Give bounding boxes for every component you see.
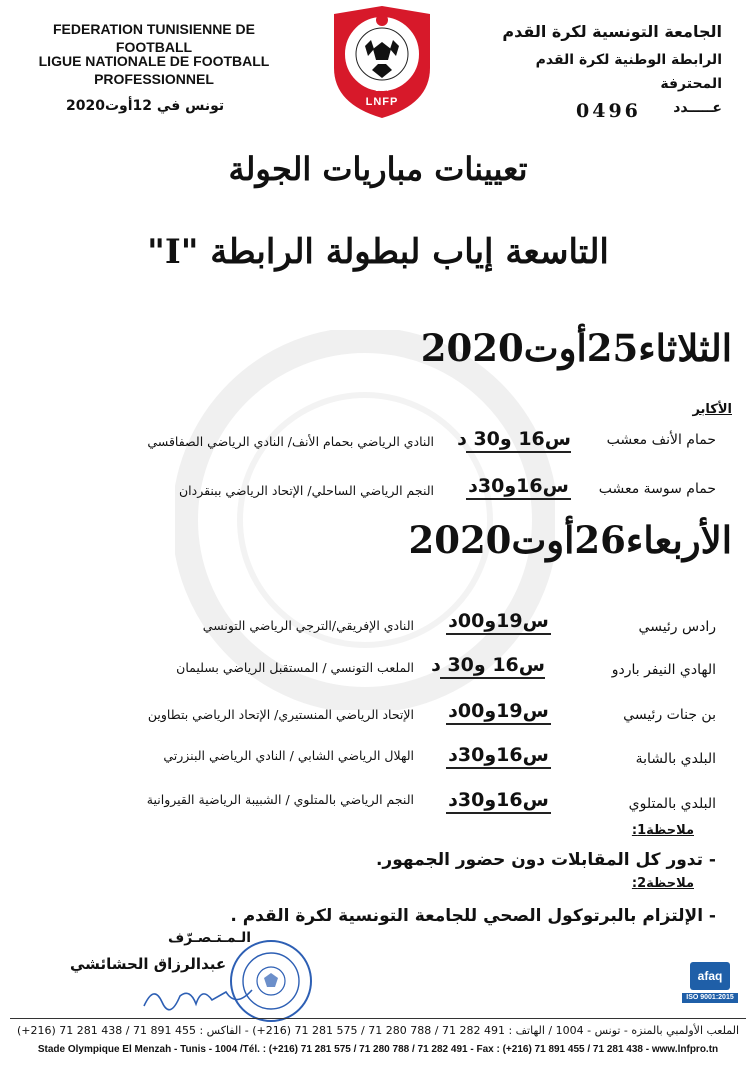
afaq-badge bbox=[682, 962, 738, 1008]
day2-match4-time: س16و30د bbox=[446, 744, 551, 769]
day2-match4-teams: الهلال الرياضي الشابي / النادي الرياضي البنزرتي bbox=[163, 748, 414, 763]
number-label: عـــــدد bbox=[673, 100, 722, 116]
document-number: 0496 bbox=[576, 100, 641, 122]
logo-text: LNFP bbox=[365, 96, 399, 108]
day1-match2-teams: النجم الرياضي الساحلي/ الإتحاد الرياضي ببنقردان bbox=[178, 483, 434, 498]
badge-name: afaq bbox=[697, 969, 723, 983]
header-issue-date: تونس في 12أوت2020 bbox=[66, 98, 225, 114]
day2-match2-teams: الملعب التونسي / المستقبل الرياضي بسليمان bbox=[176, 660, 414, 675]
day2-match4-venue: البلدي بالشابة bbox=[635, 751, 716, 767]
logo-year: 1994 bbox=[375, 87, 389, 93]
day2-match5-time: س16و30د bbox=[446, 789, 551, 814]
day2-match3-teams: الإتحاد الرياضي المنستيري/ الإتحاد الرياضي بتطاوين bbox=[147, 707, 414, 722]
day1-match2-time: س16و30د bbox=[466, 475, 571, 500]
note2-label: ملاحظة2: bbox=[631, 876, 694, 891]
title-line2: التاسعة إياب لبطولة الرابطة "I" bbox=[147, 232, 609, 272]
day2-match5-venue: البلدي بالمتلوي bbox=[628, 796, 716, 812]
footer-arabic: الملعب الأولمبي بالمنزه - تونس - 1004 / الهاتف : 491 282 71 / 788 280 71 / 575 281 71 (216+) - الفاكس : 455 891 71 / 438 281 71 (216+) bbox=[16, 1024, 740, 1037]
day1-match1-venue: حمام الأنف معشب bbox=[606, 432, 716, 448]
day2-match1-teams: النادي الإفريقي/الترجي الرياضي التونسي bbox=[202, 618, 414, 633]
category-label: الأكابر bbox=[692, 402, 732, 417]
day2-date: الأربعاء26أوت2020 bbox=[408, 518, 732, 562]
header-fr-line2: LIGUE NATIONALE DE FOOTBALL bbox=[38, 53, 270, 69]
day2-match5-teams: النجم الرياضي بالمتلوي / الشبيبة الرياضية القيروانية bbox=[146, 792, 414, 807]
header-ar-line2: الرابطة الوطنية لكرة القدم bbox=[535, 52, 722, 68]
note1-label: ملاحظة1: bbox=[631, 823, 694, 838]
day1-match1-time: س16 و30 د bbox=[466, 428, 571, 453]
day2-match3-time: س19و00د bbox=[446, 700, 551, 725]
header-fr-line1: FEDERATION TUNISIENNE DE FOOTBALL bbox=[53, 21, 255, 55]
badge-iso: ISO 9001:2015 bbox=[682, 993, 738, 1003]
footer-divider bbox=[10, 1018, 746, 1019]
lnfp-logo bbox=[330, 4, 434, 120]
note2-text: - الإلتزام بالبرتوكول الصحي للجامعة التونسية لكرة القدم . bbox=[230, 906, 716, 926]
title-line1: تعيينات مباريات الجولة bbox=[228, 150, 528, 188]
day2-match2-venue: الهادي النيفر باردو bbox=[611, 662, 716, 678]
day2-match3-venue: بن جنات رئيسي bbox=[623, 707, 716, 723]
day2-match2-time: س16 و30 د bbox=[440, 654, 545, 679]
footer-french: Stade Olympique El Menzah - Tunis - 1004 /Tél. : (+216) 71 281 575 / 71 280 788 / 71 282 491 - Fax : (+216) 71 891 455 / 71 281 438 - www.lnfpro.tn bbox=[37, 1044, 719, 1055]
day1-match1-teams: النادي الرياضي بحمام الأنف/ النادي الرياضي الصفاقسي bbox=[147, 434, 434, 449]
day2-match1-venue: رادس رئيسي bbox=[638, 619, 716, 635]
header-ar-line3: المحترفة bbox=[660, 76, 722, 92]
header-fr-line3: PROFESSIONNEL bbox=[94, 71, 214, 87]
header-ar-line1: الجامعة التونسية لكرة القدم bbox=[502, 22, 722, 41]
note1-text: - تدور كل المقابلات دون حضور الجمهور. bbox=[375, 850, 716, 870]
official-stamp bbox=[228, 938, 314, 1024]
signature-name: عبدالرزاق الحشائشي bbox=[70, 955, 227, 973]
day1-match2-venue: حمام سوسة معشب bbox=[598, 481, 716, 497]
day2-match1-time: س19و00د bbox=[446, 610, 551, 635]
day1-date: الثلاثاء25أوت2020 bbox=[420, 326, 732, 370]
signature-title: الـمـتـصـرّف bbox=[168, 930, 252, 946]
